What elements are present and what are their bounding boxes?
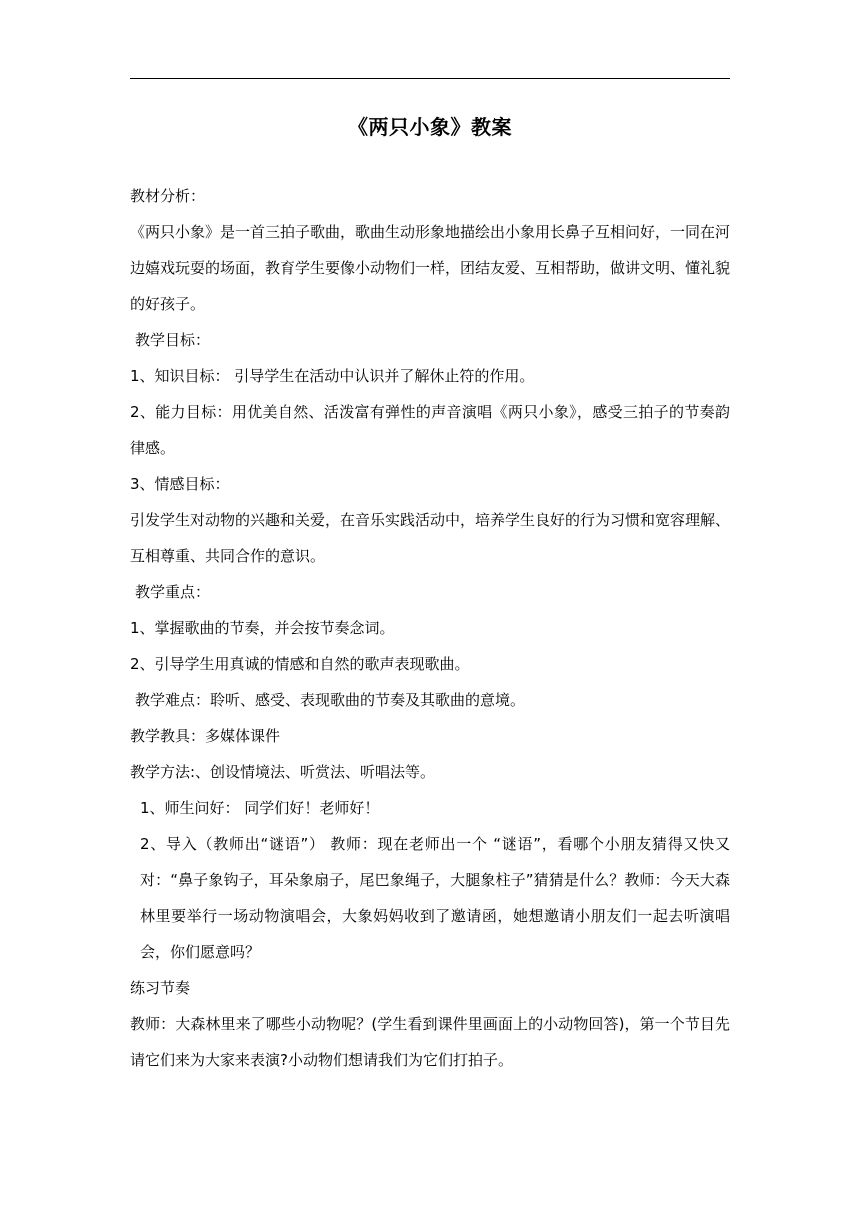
paragraph-rhythm-practice: 教师：大森林里来了哪些小动物呢？(学生看到课件里画面上的小动物回答)，第一个节目先请它们来为大家来表演?小动物们想请我们为它们打拍子。 [130, 1015, 730, 1069]
document-title: 《两只小象》教案 [348, 115, 512, 139]
section-heading-key-points: 教学重点： [135, 583, 211, 601]
teaching-tools: 教学教具：多媒体课件 [130, 727, 281, 745]
section-heading-rhythm-practice: 练习节奏 [130, 979, 191, 997]
goal-emotion-heading: 3、情感目标： [130, 475, 230, 493]
teaching-methods: 教学方法:、创设情境法、听赏法、听唱法等。 [130, 763, 436, 781]
header-rule [130, 78, 730, 79]
key-point-1: 1、掌握歌曲的节奏，并会按节奏念词。 [130, 619, 395, 637]
section-heading-materials: 教材分析： [130, 187, 206, 205]
step-introduction: 2、导入（教师出“谜语”） 教师：现在老师出一个 “谜语”，看哪个小朋友猜得又快又对：“鼻子象钩子，耳朵象扇子，尾巴象绳子，大腿象柱子”猜猜是什么？教师：今天大森林里要举行一场动物演唱会，大象妈妈收到了邀请函，她想邀请小朋友们一起去听演唱会，你们愿意吗？ [140, 835, 730, 961]
document-body [130, 178, 730, 1078]
key-point-2: 2、引导学生用真诚的情感和自然的歌声表现歌曲。 [130, 655, 470, 673]
goal-emotion-text: 引发学生对动物的兴趣和关爱，在音乐实践活动中，培养学生良好的行为习惯和宽容理解、互相尊重、共同合作的意识。 [130, 511, 731, 565]
difficult-points: 教学难点：聆听、感受、表现歌曲的节奏及其歌曲的意境。 [135, 691, 526, 709]
section-heading-goals: 教学目标： [135, 331, 211, 349]
step-greeting: 1、师生问好： 同学们好！老师好！ [140, 799, 380, 817]
goal-knowledge: 1、知识目标： 引导学生在活动中认识并了解休止符的作用。 [130, 367, 535, 385]
paragraph-material-analysis: 《两只小象》是一首三拍子歌曲，歌曲生动形象地描绘出小象用长鼻子互相问好，一同在河边嬉戏玩耍的场面，教育学生要像小动物们一样，团结友爱、互相帮助，做讲文明、懂礼貌的好孩子。 [130, 223, 731, 313]
goal-ability: 2、能力目标：用优美自然、活泼富有弹性的声音演唱《两只小象》，感受三拍子的节奏韵律感。 [130, 403, 730, 457]
